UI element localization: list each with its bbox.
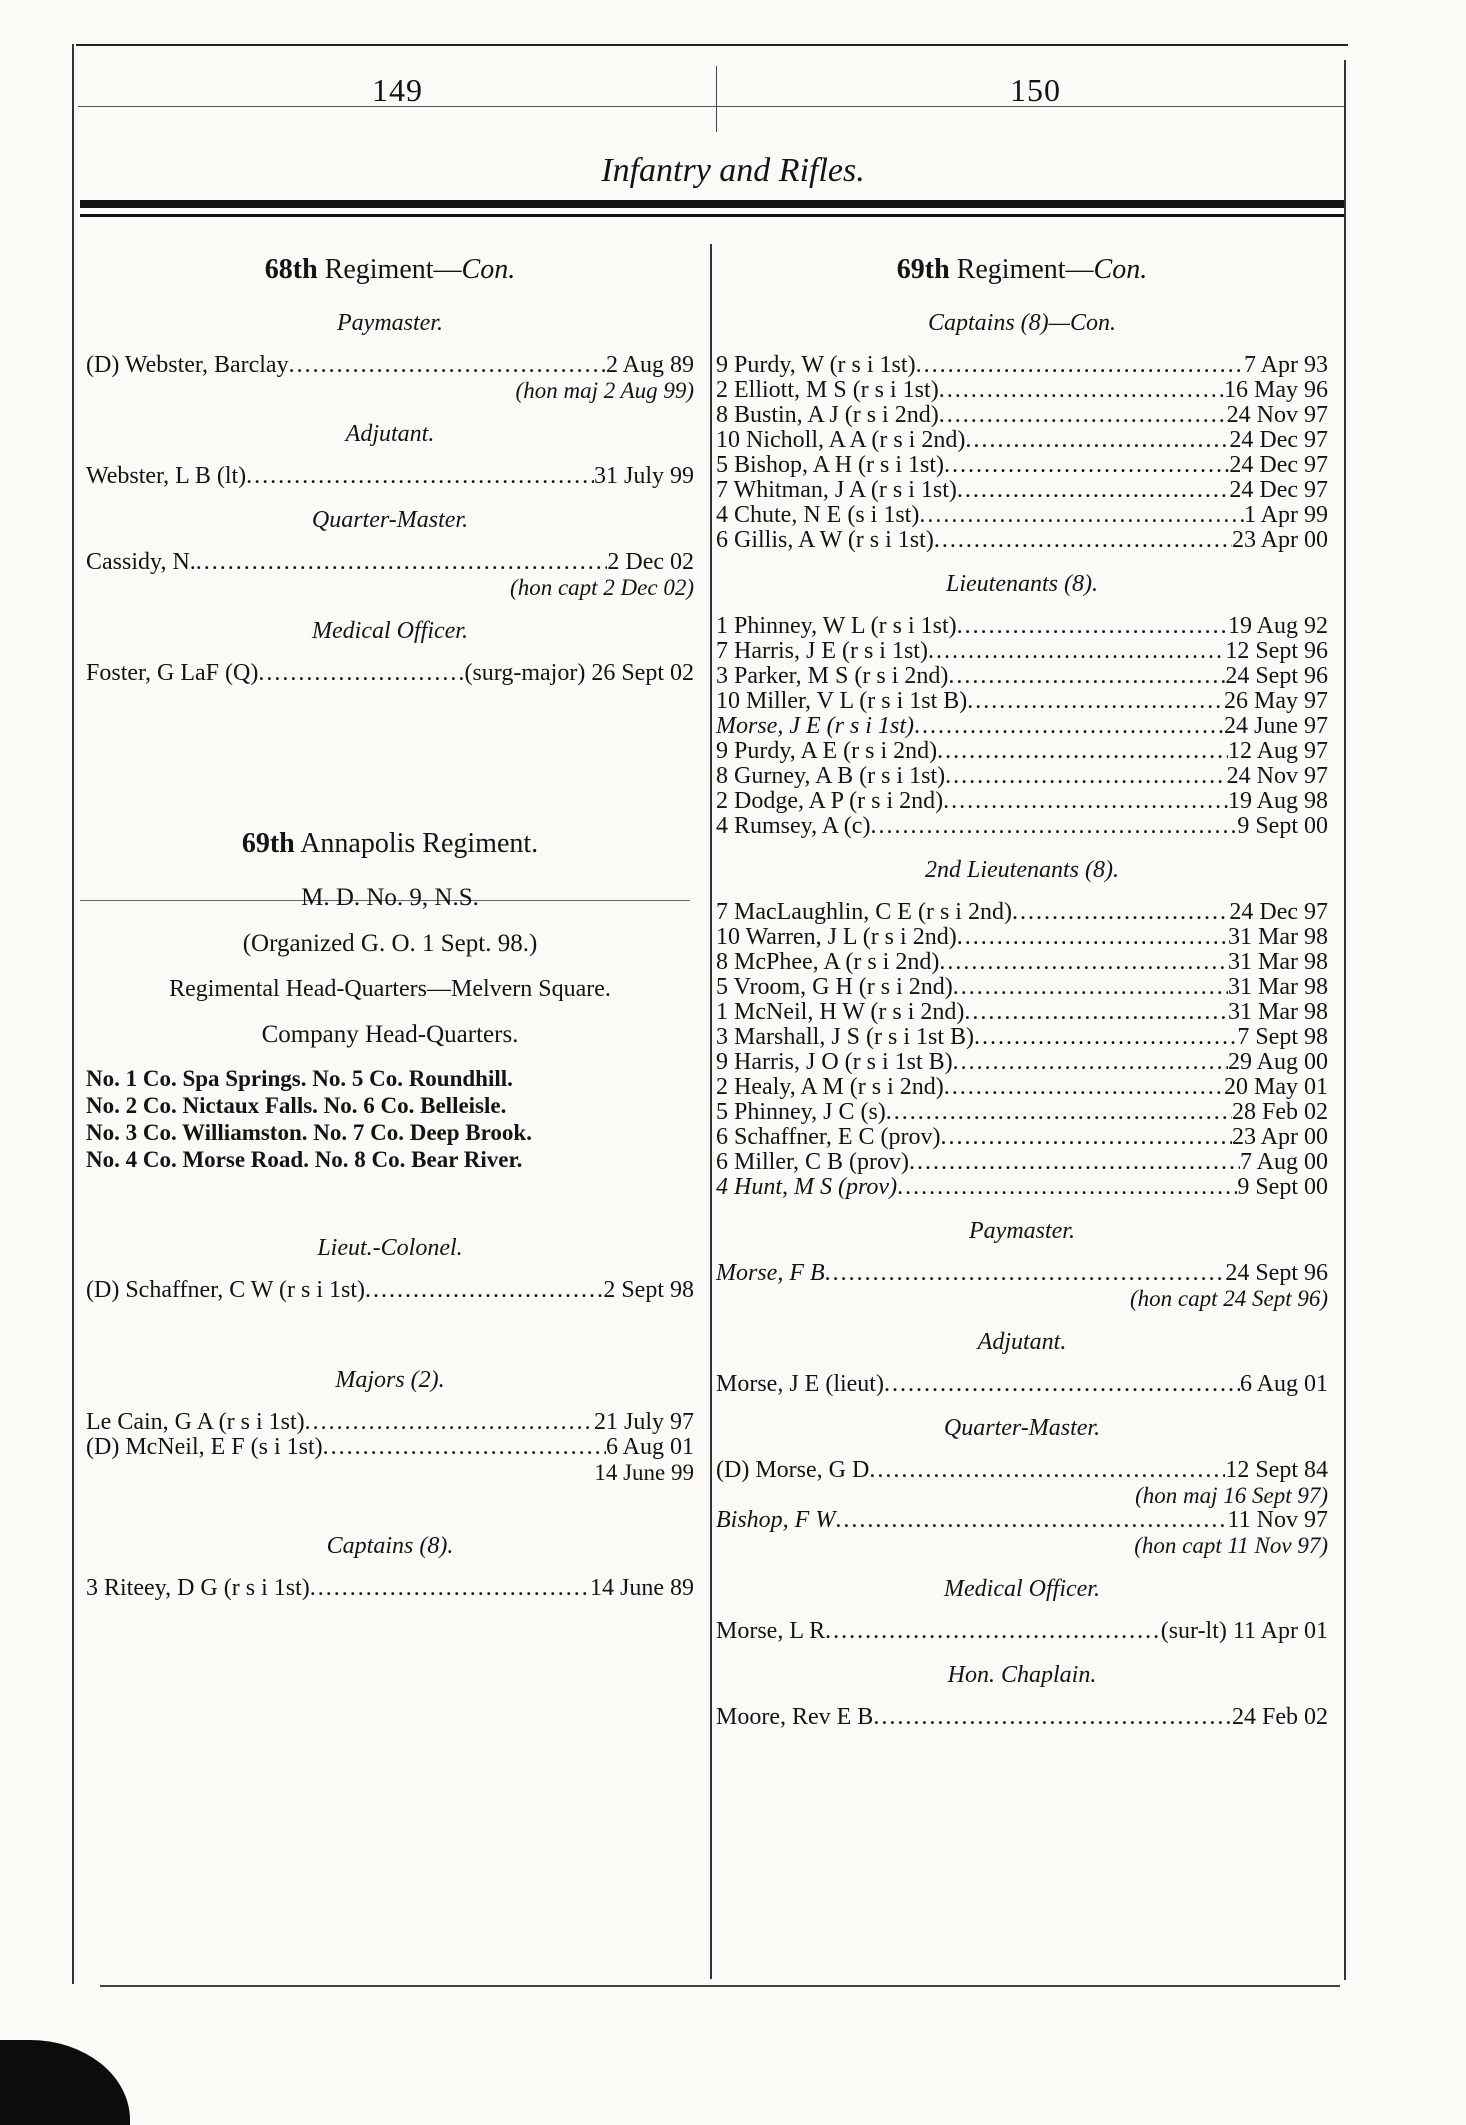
frame-right-rule xyxy=(1344,60,1346,1980)
entry-name: (D) McNeil, E F (s i 1st) xyxy=(86,1434,323,1460)
left-page-number: 149 xyxy=(372,72,423,108)
lieutenant-entry xyxy=(716,689,1328,714)
quartermaster-entry xyxy=(86,550,694,575)
header-rule xyxy=(78,106,1346,107)
entry-date: 14 June 89 xyxy=(590,1575,694,1601)
leader-dots xyxy=(196,550,608,575)
leader-dots xyxy=(941,1125,1232,1150)
paymaster-entry xyxy=(86,353,694,378)
second-lieutenant-entry xyxy=(716,925,1328,950)
entry-name: 5 Bishop, A H (r s i 1st) xyxy=(716,452,945,478)
entry-date: 2 Aug 89 xyxy=(605,352,694,378)
entry-date: (surg-major) 26 Sept 02 xyxy=(464,660,694,686)
entry-name: Morse, J E (lieut) xyxy=(716,1371,884,1397)
leader-dots xyxy=(939,378,1224,403)
entry-name: 7 Harris, J E (r s i 1st) xyxy=(716,638,928,664)
lieutenant-entry xyxy=(716,614,1328,639)
entry-name: 5 Vroom, G H (r s i 2nd) xyxy=(716,974,953,1000)
captain-entry xyxy=(716,353,1328,378)
company-headquarters-heading: Company Head-Quarters. xyxy=(261,1021,519,1048)
paymaster-honorary: (hon maj 2 Aug 99) xyxy=(515,378,694,403)
major-entry xyxy=(86,1435,694,1460)
captains-heading: Captains (8). xyxy=(326,1533,454,1559)
captain-entry xyxy=(716,378,1328,403)
entry-name: 10 Miller, V L (r s i 1st B) xyxy=(716,688,968,714)
entry-name: 8 Bustin, A J (r s i 2nd) xyxy=(716,402,939,428)
entry-date: 9 Sept 00 xyxy=(1237,1174,1328,1200)
leader-dots xyxy=(953,1050,1228,1075)
frame-top-rule xyxy=(76,44,1348,46)
quartermaster-entry xyxy=(716,1508,1328,1533)
entry-name: 2 Elliott, M S (r s i 1st) xyxy=(716,377,939,403)
chaplain-heading: Hon. Chaplain. xyxy=(947,1662,1097,1688)
leader-dots xyxy=(919,503,1244,528)
entry-name: Morse, J E (r s i 1st) xyxy=(716,713,914,739)
entry-name: (D) Webster, Barclay xyxy=(86,352,289,378)
entry-name: Bishop, F W xyxy=(716,1507,836,1533)
captains-list xyxy=(716,353,1328,553)
second-lieutenant-entry xyxy=(716,1000,1328,1025)
entry-name: Cassidy, N. xyxy=(86,549,196,575)
leader-dots xyxy=(1012,900,1229,925)
leader-dots xyxy=(897,1175,1237,1200)
lieutenant-entry xyxy=(716,789,1328,814)
entry-name: Foster, G LaF (Q) xyxy=(86,660,259,686)
leader-dots xyxy=(258,661,464,686)
right-page-number: 150 xyxy=(1010,72,1061,108)
entry-date: 6 Aug 01 xyxy=(605,1434,694,1460)
leader-dots xyxy=(939,950,1228,975)
right-column xyxy=(716,240,1328,1730)
captain-entry xyxy=(716,503,1328,528)
majors-heading: Majors (2). xyxy=(335,1367,445,1393)
entry-date: 28 Feb 02 xyxy=(1232,1099,1328,1125)
captain-entry xyxy=(86,1576,694,1601)
leader-dots xyxy=(305,1410,594,1435)
entry-date: 24 Feb 02 xyxy=(1232,1704,1328,1730)
entry-date: 31 July 99 xyxy=(593,463,694,489)
lieutenant-entry xyxy=(716,739,1328,764)
captain-entry xyxy=(716,403,1328,428)
entry-name: Moore, Rev E B xyxy=(716,1704,874,1730)
adjutant-entry xyxy=(86,464,694,489)
spacer xyxy=(86,686,694,814)
lieut-colonel-heading: Lieut.-Colonel. xyxy=(317,1235,463,1261)
adjutant-entry xyxy=(716,1372,1328,1397)
spacer xyxy=(86,1173,694,1217)
company-line: No. 4 Co. Morse Road. No. 8 Co. Bear River. xyxy=(86,1147,523,1172)
leader-dots xyxy=(974,1025,1237,1050)
quartermaster-honorary: (hon maj 16 Sept 97) xyxy=(1135,1483,1328,1508)
scan-corner-shadow xyxy=(0,2040,130,2125)
entry-name: 9 Purdy, W (r s i 1st) xyxy=(716,352,916,378)
captain-entry xyxy=(716,428,1328,453)
entry-date: 21 July 97 xyxy=(593,1409,694,1435)
entry-name: 7 MacLaughlin, C E (r s i 2nd) xyxy=(716,899,1012,925)
entry-name: Morse, L R xyxy=(716,1618,826,1644)
entry-name: 2 Healy, A M (r s i 2nd) xyxy=(716,1074,944,1100)
leader-dots xyxy=(835,1508,1227,1533)
regiment-number: 69th xyxy=(241,828,295,859)
leader-dots xyxy=(957,614,1228,639)
entry-name: 3 Marshall, J S (r s i 1st B) xyxy=(716,1024,974,1050)
entry-date: 24 Dec 97 xyxy=(1229,427,1328,453)
entry-date: 19 Aug 98 xyxy=(1227,788,1328,814)
second-lieutenant-entry xyxy=(716,1025,1328,1050)
entry-date: 7 Sept 98 xyxy=(1237,1024,1328,1050)
entry-name: 9 Purdy, A E (r s i 2nd) xyxy=(716,738,938,764)
entry-date: 9 Sept 00 xyxy=(1237,813,1328,839)
paymaster-heading: Paymaster. xyxy=(969,1218,1075,1244)
paymaster-heading: Paymaster. xyxy=(337,310,443,336)
second-lieutenant-entry xyxy=(716,1175,1328,1200)
entry-date: 31 Mar 98 xyxy=(1228,999,1328,1025)
footer-rule xyxy=(100,1985,1340,1987)
organized-note: (Organized G. O. 1 Sept. 98.) xyxy=(242,930,538,957)
leader-dots xyxy=(914,714,1224,739)
medical-officer-heading: Medical Officer. xyxy=(312,618,468,644)
entry-name: 6 Gillis, A W (r s i 1st) xyxy=(716,527,934,553)
leader-dots xyxy=(934,528,1232,553)
entry-name: 10 Nicholl, A A (r s i 2nd) xyxy=(716,427,966,453)
entry-name: 4 Chute, N E (s i 1st) xyxy=(716,502,920,528)
second-lieutenants-heading: 2nd Lieutenants (8). xyxy=(925,857,1119,883)
entry-date: 24 Dec 97 xyxy=(1229,477,1328,503)
regimental-headquarters: Regimental Head-Quarters—Melvern Square. xyxy=(169,976,611,1002)
chaplain-entry xyxy=(716,1705,1328,1730)
column-divider xyxy=(710,244,712,1979)
lieutenants-list xyxy=(716,614,1328,839)
second-lieutenants-list xyxy=(716,900,1328,1200)
leader-dots xyxy=(884,1372,1240,1397)
leader-dots xyxy=(916,353,1244,378)
second-lieutenant-entry xyxy=(716,1050,1328,1075)
entry-name: 3 Parker, M S (r s i 2nd) xyxy=(716,663,949,689)
entry-name: 7 Whitman, J A (r s i 1st) xyxy=(716,477,957,503)
leader-dots xyxy=(944,1075,1224,1100)
entry-date: 24 Sept 96 xyxy=(1225,663,1328,689)
entry-date: 2 Sept 98 xyxy=(603,1277,694,1303)
header-divider xyxy=(716,66,717,132)
entry-date: 24 Nov 97 xyxy=(1226,402,1328,428)
leader-dots xyxy=(825,1261,1226,1286)
entry-date: 24 Sept 96 xyxy=(1225,1260,1328,1286)
entry-name: 3 Riteey, D G (r s i 1st) xyxy=(86,1575,310,1601)
leader-dots xyxy=(869,1458,1225,1483)
leader-dots xyxy=(246,464,594,489)
company-line: No. 1 Co. Spa Springs. No. 5 Co. Roundhill. xyxy=(86,1066,513,1091)
leader-dots xyxy=(928,639,1225,664)
quartermaster-honorary: (hon capt 2 Dec 02) xyxy=(510,575,694,600)
adjutant-heading: Adjutant. xyxy=(345,421,435,447)
paymaster-honorary: (hon capt 24 Sept 96) xyxy=(1129,1286,1328,1311)
company-line: No. 3 Co. Williamston. No. 7 Co. Deep Brook. xyxy=(86,1120,532,1145)
entry-name: 10 Warren, J L (r s i 2nd) xyxy=(716,924,957,950)
entry-name: 6 Miller, C B (prov) xyxy=(716,1149,910,1175)
medical-officer-heading: Medical Officer. xyxy=(944,1576,1100,1602)
entry-name: 2 Dodge, A P (r s i 2nd) xyxy=(716,788,944,814)
company-list xyxy=(86,1065,694,1173)
medical-officer-entry xyxy=(716,1619,1328,1644)
entry-name: Le Cain, G A (r s i 1st) xyxy=(86,1409,305,1435)
entry-date: 12 Sept 96 xyxy=(1225,638,1328,664)
regiment-69-heading xyxy=(86,828,694,860)
entry-date: 16 May 96 xyxy=(1224,377,1328,403)
leader-dots xyxy=(937,739,1228,764)
lieutenant-entry xyxy=(716,764,1328,789)
lieutenant-entry xyxy=(716,714,1328,739)
entry-name: 8 Gurney, A B (r s i 1st) xyxy=(716,763,946,789)
paymaster-entry xyxy=(716,1261,1328,1286)
leader-dots xyxy=(964,1000,1228,1025)
leader-dots xyxy=(310,1576,590,1601)
captain-entry xyxy=(716,453,1328,478)
lieutenant-entry xyxy=(716,639,1328,664)
entry-name: 4 Hunt, M S (prov) xyxy=(716,1174,898,1200)
entry-name: Morse, F B xyxy=(716,1260,825,1286)
entry-date: 12 Aug 97 xyxy=(1227,738,1328,764)
leader-dots xyxy=(289,353,606,378)
leader-dots xyxy=(323,1435,606,1460)
entry-name: 4 Rumsey, A (c) xyxy=(716,813,871,839)
entry-date: 26 May 97 xyxy=(1224,688,1328,714)
frame-left-rule xyxy=(72,44,74,1984)
captain-entry xyxy=(716,478,1328,503)
entry-name: (D) Schaffner, C W (r s i 1st) xyxy=(86,1277,365,1303)
captains-continued-heading: Captains (8)—Con. xyxy=(927,310,1116,336)
leader-dots xyxy=(870,814,1237,839)
section-title: Infantry and Rifles. xyxy=(601,152,865,189)
leader-dots xyxy=(873,1705,1232,1730)
spacer xyxy=(86,1303,694,1349)
entry-date: 31 Mar 98 xyxy=(1228,924,1328,950)
entry-name: Webster, L B (lt) xyxy=(86,463,247,489)
leader-dots xyxy=(944,453,1229,478)
entry-date: 24 Dec 97 xyxy=(1229,452,1328,478)
lieutenant-entry xyxy=(716,664,1328,689)
entry-date: 23 Apr 00 xyxy=(1232,527,1328,553)
leader-dots xyxy=(948,664,1225,689)
leader-dots xyxy=(965,428,1229,453)
leader-dots xyxy=(825,1619,1161,1644)
continued-mark: Con. xyxy=(1093,254,1148,285)
entry-date: 1 Apr 99 xyxy=(1244,502,1328,528)
entry-name: (D) Morse, G D xyxy=(716,1457,870,1483)
quartermaster-heading: Quarter-Master. xyxy=(311,507,469,533)
entry-name: 9 Harris, J O (r s i 1st B) xyxy=(716,1049,953,1075)
medical-officer-entry xyxy=(86,661,694,686)
second-lieutenant-entry xyxy=(716,950,1328,975)
continued-mark: Con. xyxy=(461,254,516,285)
entry-name: 8 McPhee, A (r s i 2nd) xyxy=(716,949,940,975)
entry-name: 1 Phinney, W L (r s i 1st) xyxy=(716,613,957,639)
captain-entry xyxy=(716,528,1328,553)
regiment-number: 69th xyxy=(896,254,950,285)
lieutenant-entry xyxy=(716,814,1328,839)
second-lieutenant-entry xyxy=(716,1150,1328,1175)
leader-dots xyxy=(939,403,1227,428)
entry-date: 24 June 97 xyxy=(1224,713,1328,739)
entry-date: 24 Nov 97 xyxy=(1226,763,1328,789)
leader-dots xyxy=(967,689,1224,714)
leader-dots xyxy=(365,1278,603,1303)
leader-dots xyxy=(886,1100,1232,1125)
entry-date: 20 May 01 xyxy=(1224,1074,1328,1100)
second-lieutenant-entry xyxy=(716,975,1328,1000)
leader-dots xyxy=(957,478,1229,503)
entry-date: 7 Aug 00 xyxy=(1239,1149,1328,1175)
entry-name: 6 Schaffner, E C (prov) xyxy=(716,1124,941,1150)
entry-date: 2 Dec 02 xyxy=(607,549,694,575)
quartermaster-heading: Quarter-Master. xyxy=(943,1415,1101,1441)
entry-date: 12 Sept 84 xyxy=(1225,1457,1328,1483)
entry-date: (sur-lt) 11 Apr 01 xyxy=(1160,1618,1328,1644)
double-rule-thick xyxy=(80,200,1344,208)
lieutenants-heading: Lieutenants (8). xyxy=(946,571,1098,597)
leader-dots xyxy=(957,925,1228,950)
left-column xyxy=(86,240,694,1601)
second-lieutenant-entry xyxy=(716,1100,1328,1125)
quartermaster-honorary: (hon capt 11 Nov 97) xyxy=(1134,1533,1328,1558)
regiment-68-heading xyxy=(86,254,694,286)
entry-date: 6 Aug 01 xyxy=(1239,1371,1328,1397)
entry-date: 19 Aug 92 xyxy=(1227,613,1328,639)
company-line: No. 2 Co. Nictaux Falls. No. 6 Co. Belleisle. xyxy=(86,1093,507,1118)
entry-date: 31 Mar 98 xyxy=(1228,949,1328,975)
entry-date: 11 Nov 97 xyxy=(1227,1507,1328,1533)
major-extra-date: 14 June 99 xyxy=(594,1460,694,1485)
entry-date: 29 Aug 00 xyxy=(1227,1049,1328,1075)
entry-name: 5 Phinney, J C (s) xyxy=(716,1099,886,1125)
entry-name: 1 McNeil, H W (r s i 2nd) xyxy=(716,999,965,1025)
second-lieutenant-entry xyxy=(716,1125,1328,1150)
leader-dots xyxy=(945,764,1227,789)
regiment-number: 68th xyxy=(264,254,318,285)
regiment-name: Annapolis Regiment. xyxy=(300,828,539,859)
spacer xyxy=(86,1485,694,1515)
regiment-69-continued-heading xyxy=(716,254,1328,286)
second-lieutenant-entry xyxy=(716,1075,1328,1100)
leader-dots xyxy=(943,789,1228,814)
major-entry xyxy=(86,1410,694,1435)
regiment-word: Regiment— xyxy=(956,254,1094,285)
leader-dots xyxy=(909,1150,1240,1175)
entry-date: 7 Apr 93 xyxy=(1244,352,1328,378)
second-lieutenant-entry xyxy=(716,900,1328,925)
regiment-word: Regiment— xyxy=(324,254,462,285)
entry-date: 23 Apr 00 xyxy=(1232,1124,1328,1150)
lieut-colonel-entry xyxy=(86,1278,694,1303)
military-district: M. D. No. 9, N.S. xyxy=(301,884,479,911)
leader-dots xyxy=(953,975,1228,1000)
adjutant-heading: Adjutant. xyxy=(977,1329,1067,1355)
quartermaster-entry xyxy=(716,1458,1328,1483)
entry-date: 24 Dec 97 xyxy=(1229,899,1328,925)
entry-date: 31 Mar 98 xyxy=(1228,974,1328,1000)
double-rule-thin xyxy=(80,214,1344,217)
